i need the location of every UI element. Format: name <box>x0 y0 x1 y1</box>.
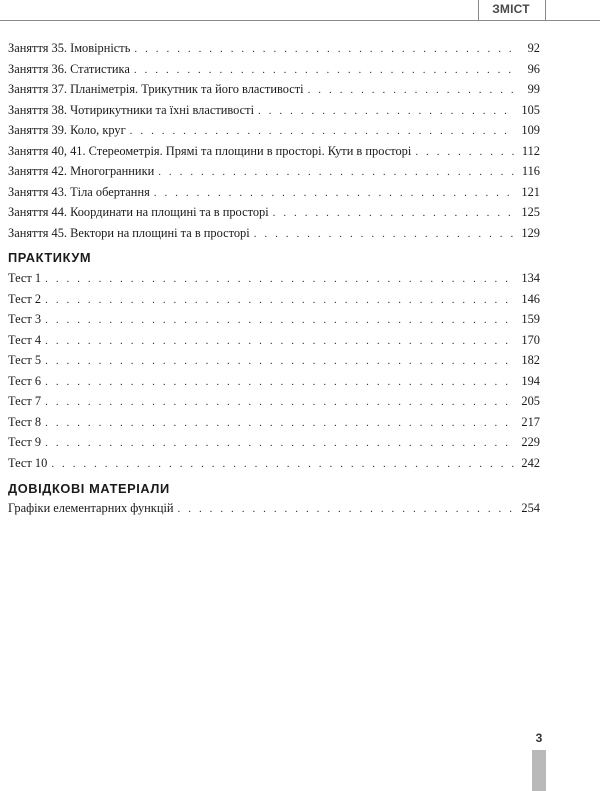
header-title: ЗМІСТ <box>492 2 530 16</box>
reference-list <box>8 498 540 519</box>
toc-leader-dots <box>308 80 514 101</box>
toc-leader-dots <box>415 142 514 163</box>
toc-entry[interactable] <box>8 391 540 412</box>
toc-entry-page: 254 <box>521 501 540 515</box>
toc-leader-dots <box>45 310 514 331</box>
toc-entry-page: 229 <box>521 435 540 449</box>
toc-entry-title: Тест 9 <box>8 435 42 449</box>
toc-entry-page: 242 <box>521 455 540 470</box>
toc-entry[interactable] <box>8 330 540 351</box>
toc-leader-dots <box>45 269 514 290</box>
toc-entry[interactable] <box>8 498 540 519</box>
toc-entry-title: Заняття 43. Тіла обертання <box>8 184 150 199</box>
toc-entry-title: Тест 6 <box>8 373 42 388</box>
lessons-list <box>8 38 540 243</box>
toc-entry[interactable] <box>8 223 540 244</box>
toc-entry-title: Заняття 39. Коло, круг <box>8 123 126 137</box>
toc-leader-dots <box>158 162 514 183</box>
toc-leader-dots <box>45 290 514 311</box>
toc-entry[interactable] <box>8 289 540 310</box>
header-rule <box>0 20 600 21</box>
toc-entry-title: Тест 10 <box>8 455 48 470</box>
toc-leader-dots <box>130 121 514 142</box>
toc-entry-page: 182 <box>521 353 540 367</box>
toc-leader-dots <box>154 183 514 204</box>
toc-entry[interactable] <box>8 202 540 223</box>
toc-leader-dots <box>45 433 514 454</box>
toc-entry-page: 96 <box>527 61 540 76</box>
toc-entry-title: Тест 4 <box>8 332 42 347</box>
toc-entry-page: 109 <box>521 123 540 137</box>
toc-leader-dots <box>45 331 514 352</box>
toc-leader-dots <box>273 203 514 224</box>
toc-entry-title: Заняття 42. Многогранники <box>8 164 155 178</box>
toc-entry[interactable] <box>8 268 540 289</box>
toc-entry-title: Заняття 38. Чотирикутники та їхні властивості <box>8 102 255 117</box>
toc-entry[interactable] <box>8 79 540 100</box>
toc-entry[interactable] <box>8 412 540 433</box>
toc-entry-title: Заняття 44. Координати на площині та в просторі <box>8 205 269 219</box>
toc-entry[interactable] <box>8 161 540 182</box>
toc-leader-dots <box>51 454 514 475</box>
toc-leader-dots <box>45 413 514 434</box>
toc-entry-page: 129 <box>521 225 540 240</box>
toc-entry-page: 121 <box>521 184 540 199</box>
toc-entry-page: 99 <box>527 82 540 96</box>
toc-entry-title: Заняття 35. Імовірність <box>8 41 131 55</box>
toc-entry[interactable] <box>8 371 540 392</box>
toc-entry[interactable] <box>8 38 540 59</box>
toc-leader-dots <box>258 101 514 122</box>
toc-leader-dots <box>178 499 514 520</box>
toc-entry-page: 134 <box>521 271 540 285</box>
toc-entry-title: Тест 7 <box>8 394 42 408</box>
toc-entry[interactable] <box>8 350 540 371</box>
section-title-reference: ДОВІДКОВІ МАТЕРІАЛИ <box>8 481 170 496</box>
toc-entry-page: 116 <box>521 164 540 178</box>
toc-entry-page: 146 <box>521 291 540 306</box>
toc-entry[interactable] <box>8 100 540 121</box>
page-header <box>0 0 600 22</box>
toc-entry-page: 92 <box>527 41 540 55</box>
toc-leader-dots <box>254 224 514 245</box>
toc-entry-title: Графіки елементарних функцій <box>8 501 174 515</box>
toc-entry-title: Тест 8 <box>8 414 42 429</box>
toc-entry-title: Заняття 40, 41. Стереометрія. Прямі та площини в просторі. Кути в просторі <box>8 143 412 158</box>
toc-entry-page: 112 <box>521 143 540 158</box>
toc-entry-title: Заняття 37. Планіметрія. Трикутник та його властивості <box>8 82 304 96</box>
toc-entry-page: 159 <box>521 312 540 326</box>
toc-entry[interactable] <box>8 309 540 330</box>
toc-entry[interactable] <box>8 141 540 162</box>
page-edge-bar <box>532 750 546 791</box>
toc-entry-page: 105 <box>521 102 540 117</box>
toc-entry-page: 217 <box>521 414 540 429</box>
toc-entry[interactable] <box>8 120 540 141</box>
page-number: 3 <box>535 731 543 745</box>
toc-entry[interactable] <box>8 453 540 474</box>
toc-leader-dots <box>45 351 514 372</box>
toc-entry[interactable] <box>8 432 540 453</box>
toc-entry-page: 205 <box>521 394 540 408</box>
toc-entry-title: Заняття 36. Статистика <box>8 61 130 76</box>
toc-entry-title: Тест 3 <box>8 312 42 326</box>
toc-entry-title: Заняття 45. Вектори на площині та в просторі <box>8 225 250 240</box>
toc-entry-page: 170 <box>521 332 540 347</box>
toc-entry-page: 194 <box>521 373 540 388</box>
toc-entry-title: Тест 5 <box>8 353 42 367</box>
toc-leader-dots <box>134 60 514 81</box>
toc-entry-page: 125 <box>521 205 540 219</box>
toc-entry[interactable] <box>8 182 540 203</box>
toc-leader-dots <box>45 392 514 413</box>
toc-leader-dots <box>45 372 514 393</box>
toc-entry[interactable] <box>8 59 540 80</box>
toc-leader-dots <box>134 39 514 60</box>
toc-entry-title: Тест 1 <box>8 271 42 285</box>
section-title-practicum: ПРАКТИКУМ <box>8 250 92 265</box>
practicum-list <box>8 268 540 473</box>
toc-entry-title: Тест 2 <box>8 291 42 306</box>
